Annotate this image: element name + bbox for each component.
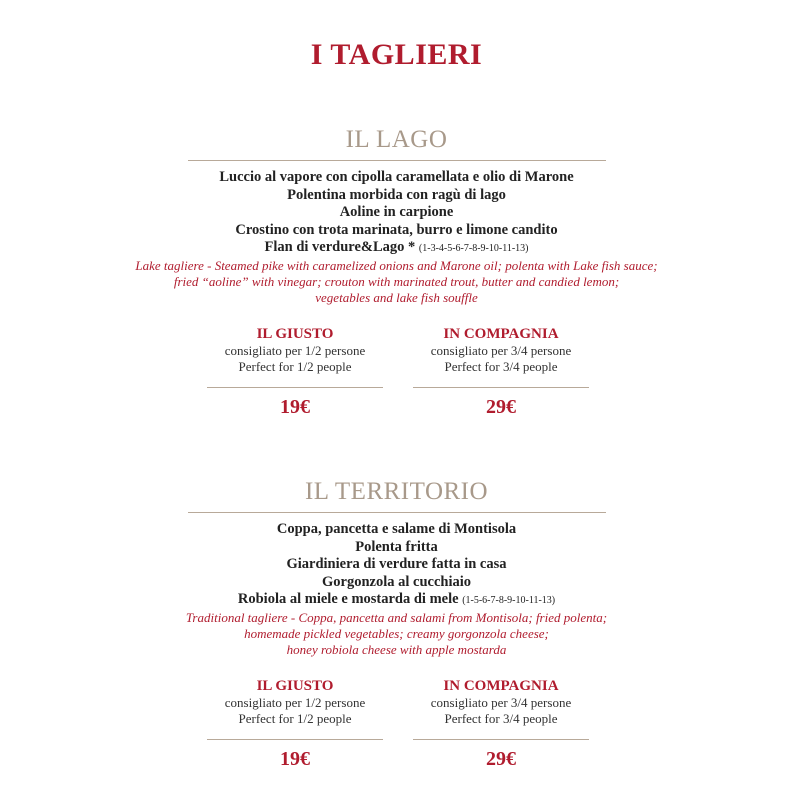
page-title: I TAGLIERI: [310, 38, 483, 71]
divider: [188, 160, 606, 161]
dish: Flan di verdure&Lago *: [264, 239, 416, 255]
dish: Crostino con trota marinata, burro e limone candito: [235, 221, 558, 238]
dish: Giardiniera di verdure fatta in casa: [286, 556, 507, 572]
dish: Gorgonzola al cucchiaio: [321, 573, 471, 590]
divider: [413, 387, 589, 388]
dish-with-allergens: [0, 591, 793, 610]
option-en: Perfect for 1/2 people: [238, 710, 352, 726]
option-it: consigliato per 1/2 persone: [224, 694, 366, 710]
option-il-giusto: [207, 326, 383, 419]
price: 29€: [486, 747, 516, 770]
divider: [413, 739, 589, 740]
dish-with-allergens: [0, 239, 793, 258]
option-en: Perfect for 1/2 people: [238, 358, 352, 374]
section-il-territorio: [0, 478, 793, 778]
english-description: homemade pickled vegetables; creamy gorgonzola cheese;: [244, 625, 549, 641]
option-in-compagnia: [413, 678, 589, 771]
divider: [207, 739, 383, 740]
option-it: consigliato per 3/4 persone: [430, 694, 572, 710]
english-description: Lake tagliere - Steamed pike with caramelized onions and Marone oil; polenta with Lake fish sauce;: [135, 257, 658, 273]
option-name: IN COMPAGNIA: [443, 677, 559, 694]
divider: [188, 512, 606, 513]
section-il-lago: [0, 126, 793, 426]
price: 19€: [280, 395, 310, 418]
option-en: Perfect for 3/4 people: [444, 358, 558, 374]
option-name: IL GIUSTO: [256, 677, 334, 694]
english-description: vegetables and lake fish souffle: [315, 289, 478, 305]
dish: Luccio al vapore con cipolla caramellata e olio di Marone: [219, 169, 574, 185]
option-it: consigliato per 3/4 persone: [430, 342, 572, 358]
section-heading: IL LAGO: [345, 126, 448, 153]
price: 19€: [280, 747, 310, 770]
option-it: consigliato per 1/2 persone: [224, 342, 366, 358]
option-in-compagnia: [413, 326, 589, 419]
dish: Polentina morbida con ragù di lago: [287, 186, 506, 203]
option-name: IL GIUSTO: [256, 325, 334, 342]
divider: [207, 387, 383, 388]
section-heading: IL TERRITORIO: [304, 478, 489, 505]
allergens: (1-3-4-5-6-7-8-9-10-11-13): [418, 243, 529, 254]
option-name: IN COMPAGNIA: [443, 325, 559, 342]
english-description: fried “aoline” with vinegar; crouton with marinated trout, butter and candied lemon;: [173, 273, 620, 289]
dish: Aoline in carpione: [339, 204, 454, 220]
dish: Coppa, pancetta e salame di Montisola: [276, 521, 517, 537]
english-description: Traditional tagliere - Coppa, pancetta and salami from Montisola; fried polenta;: [185, 609, 608, 625]
english-description: honey robiola cheese with apple mostarda: [286, 641, 507, 657]
allergens: (1-5-6-7-8-9-10-11-13): [462, 595, 556, 606]
option-en: Perfect for 3/4 people: [444, 710, 558, 726]
price: 29€: [486, 395, 516, 418]
option-il-giusto: [207, 678, 383, 771]
dish: Robiola al miele e mostarda di mele: [237, 591, 459, 607]
dish: Polenta fritta: [355, 538, 438, 555]
